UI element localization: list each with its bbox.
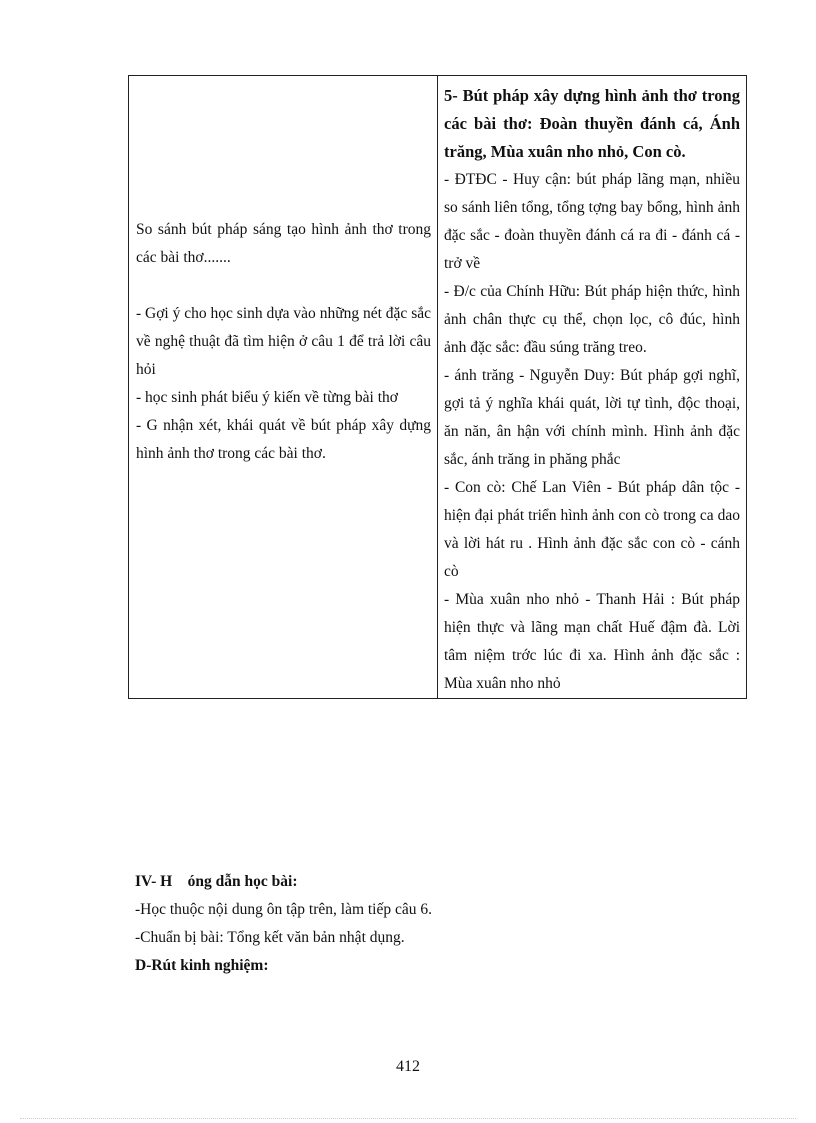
- poem-analysis-anh-trang: - ánh trăng - Nguyễn Duy: Bút pháp gợi nghĩ, gợi tả ý nghĩa khái quát, lời tự tình, độc thoại, ăn năn, ân hận với chính mình. Hình ảnh đặc sắc, ánh trăng in phăng phắc: [444, 367, 740, 468]
- section-5-heading: 5- Bút pháp xây dựng hình ảnh thơ trong các bài thơ: Đoàn thuyền đánh cá, Ánh trăng, Mùa xuân nho nhỏ, Con cò.: [444, 86, 740, 161]
- teacher-activity-cell: [129, 76, 438, 699]
- left-paragraph-hint: - Gợi ý cho học sinh dựa vào những nét đặc sắc về nghệ thuật đã tìm hiện ở câu 1 để trả lời câu hỏi: [136, 305, 431, 378]
- poem-analysis-dong-chi: - Đ/c của Chính Hữu: Bút pháp hiện thức, hình ảnh chân thực cụ thể, chọn lọc, cô đúc, hình ảnh đặc sắc: đầu súng trăng treo.: [444, 283, 740, 356]
- content-cell: [438, 76, 747, 699]
- left-paragraph-compare: So sánh bút pháp sáng tạo hình ảnh thơ trong các bài thơ.......: [136, 221, 431, 266]
- poem-analysis-mua-xuan: - Mùa xuân nho nhỏ - Thanh Hải : Bút pháp hiện thực và lãng mạn chất Huế đậm đà. Lời tâm niệm trớc lúc đi xa. Hình ảnh đặc sắc : Mùa xuân nho nhỏ: [444, 591, 740, 692]
- table-row: [129, 76, 747, 699]
- left-paragraph-students: - học sinh phát biểu ý kiến về từng bài thơ: [136, 389, 398, 406]
- left-paragraph-teacher-summary: - G nhận xét, khái quát về bút pháp xây dựng hình ảnh thơ trong các bài thơ.: [136, 417, 431, 462]
- poem-analysis-con-co: - Con cò: Chế Lan Viên - Bút pháp dân tộc - hiện đại phát triển hình ảnh con cò trong ca dao và lời hát ru . Hình ảnh đặc sắc con cò - cánh cò: [444, 479, 740, 580]
- homework-line-2: -Chuẩn bị bài: Tổng kết văn bản nhật dụng.: [135, 929, 405, 946]
- section-iv-heading: IV- H óng dẫn học bài:: [135, 873, 298, 890]
- bottom-divider: [20, 1118, 796, 1119]
- post-table-section: [135, 868, 735, 980]
- page-number: 412: [396, 1058, 420, 1075]
- homework-line-1: -Học thuộc nội dung ôn tập trên, làm tiếp câu 6.: [135, 901, 433, 918]
- lesson-table: [128, 75, 747, 699]
- poem-analysis-dtdc: - ĐTĐC - Huy cận: bút pháp lãng mạn, nhiều so sánh liên tổng, tổng tợng bay bổng, hình ảnh đặc sắc - đoàn thuyền đánh cá ra đi - đánh cá - trở về: [444, 171, 740, 272]
- section-d-heading: D-Rút kinh nghiệm:: [135, 957, 269, 974]
